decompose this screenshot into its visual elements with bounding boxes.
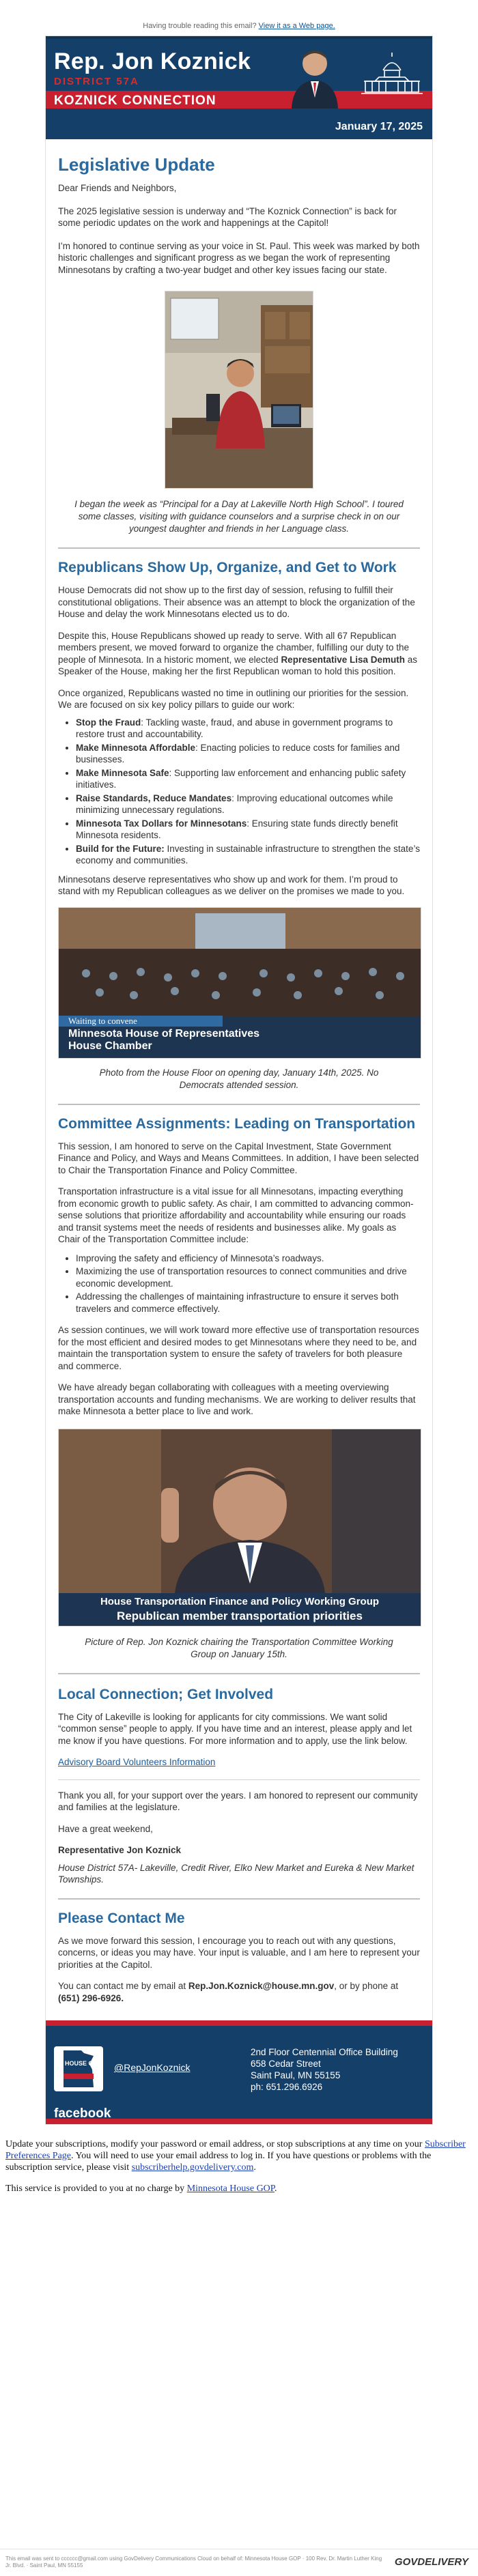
subscription-text: Update your subscriptions, modify your password or email address, or stop subscriptions at any time on your [5,2139,425,2149]
republicans-paragraph-2 [58,630,420,678]
pillar-desc: : Tackling waste, fraud, and abuse in government programs to restore trust and accountability. [76,717,393,739]
republicans-paragraph-3: Once organized, Republicans wasted no time in outlining our priorities for the session. We are focused on six key policy pillars to guide our work: [58,687,409,710]
office-address [251,2046,398,2093]
district-description: House District 57A- Lakeville, Credit River, Elko New Market and Eureka & New Market Townships. [58,1862,414,1885]
govdelivery-footer [0,2549,478,2576]
committee-paragraph-1: This session, I am honored to serve on the Capital Investment, State Government Finance and Policy, and Ways and Means Committees. In addition, I have been selected to Chair the Transportation Finance and Policy Committee. [58,1141,419,1175]
service-text: . [275,2184,277,2194]
pillar-name: Make Minnesota Safe [76,767,169,778]
committee-heading: Committee Assignments: Leading on Transportation [58,1115,416,1132]
newsletter-container [45,35,433,2125]
advisory-board-link[interactable]: Advisory Board Volunteers Information [58,1757,216,1767]
logo-text: HOUSE GOP [65,2060,102,2067]
committee-banner-line-2: Republican member transportation priorities [117,1609,363,1622]
committee-photo-caption: Picture of Rep. Jon Koznick chairing the Transportation Committee Working Group on January 15th. [85,1636,393,1659]
masthead-name: Rep. Jon Koznick [54,48,251,74]
subscription-text: . [253,2162,256,2173]
masthead-banner [46,36,432,139]
principal-photo-caption: I began the week as “Principal for a Day at Lakeville North High School”. I toured some classes, visiting with guidance counselors and a surprise check in on our youngest daughter and friends in her Language class. [74,499,404,534]
subscription-paragraph [5,2138,473,2173]
transportation-committee-photo [58,1429,421,1627]
committee-banner-line-1: House Transportation Finance and Policy Working Group [100,1595,380,1607]
speaker-name: Representative Lisa Demuth [281,654,405,665]
republicans-paragraph-2-end: as Speaker of the House, making her the first Republican woman to hold this position. [58,654,418,676]
pillar-desc: Investing in sustainable infrastructure to strengthen the state’s economy and communities. [76,843,420,865]
chamber-banner-line-2: House Chamber [68,1040,152,1052]
principal-for-a-day-photo [165,291,313,489]
top-notice-text: Having trouble reading this email? [143,22,257,30]
list-item: • Maximizing the use of transportation resources to connect communities and drive economic development. [76,1265,420,1289]
top-notice [0,0,478,35]
transportation-goals-list [58,1253,420,1315]
legislative-paragraph-1: The 2025 legislative session is underway and “The Koznick Connection” is back for some periodic updates on the work and happenings at the Capitol! [58,205,397,228]
govdelivery-logo[interactable]: GOVDELIVERY [394,2556,468,2568]
sent-to-notice: This email was sent to cccccc@gmail.com using GovDelivery Communications Cloud on behalf of: Minnesota House GOP · 100 Rev. Dr. Martin Luther King Jr. Blvd. · Saint Paul, MN 55155 [5,2556,382,2568]
subscriber-preferences-link[interactable]: Subscriber Preferences Page [5,2139,466,2161]
section-divider [58,1898,420,1900]
signature-name: Representative Jon Koznick [58,1845,182,1855]
pillar-name: Build for the Future: [76,843,165,854]
list-item [76,792,420,816]
pillar-desc: : Enacting policies to reduce costs for families and businesses. [76,742,400,764]
thank-you-paragraph: Thank you all, for your support over the years. I am honored to represent our community and families at the legislature. [58,1790,418,1812]
chamber-banner-line-1: Minnesota House of Representatives [68,1027,260,1040]
pillar-desc: : Ensuring state funds directly benefit Minnesota residents. [76,818,398,840]
service-paragraph [5,2183,473,2194]
pillar-name: Minnesota Tax Dollars for Minnesotans [76,818,247,829]
capitol-building-icon [358,50,425,98]
contact-text-mid: , or by phone at [334,1981,399,1991]
contact-email[interactable]: Rep.Jon.Koznick@house.mn.gov [188,1981,335,1991]
legislative-paragraph-2: I’m honored to continue serving as your voice in St. Paul. This week was marked by both historic challenges and significant progress as we began the work of representing Minnesotans by crafting a two-year budget and other key issues facing our state. [58,240,420,275]
section-divider [58,1104,420,1105]
republicans-paragraph-2-start: Despite this, House Republicans showed up ready to serve. With all 67 Republican members present, we moved forward to organize the chamber, fulfilling our duty to the people of Minnesota. In a historic moment, we elected [58,630,410,665]
pillar-name: Stop the Fraud [76,717,141,728]
minnesota-house-gop-link[interactable]: Minnesota House GOP [186,2184,275,2194]
footer-contact-box [46,2020,432,2124]
section-divider [58,1779,420,1780]
weekend-greeting: Have a great weekend, [58,1823,153,1834]
facebook-link[interactable]: facebook [54,2106,111,2121]
list-item: • Improving the safety and efficiency of Minnesota’s roadways. [76,1253,420,1265]
contact-text-start: You can contact me by email at [58,1981,188,1991]
address-line: Saint Paul, MN 55155 [251,2070,341,2080]
pillar-desc: : Improving educational outcomes while minimizing unnecessary regulations. [76,792,393,815]
office-scene-illustration [165,291,313,489]
house-gop-logo[interactable] [54,2046,103,2091]
minnesota-state-icon [54,2046,103,2091]
section-divider [58,1673,420,1674]
pillar-name: Make Minnesota Affordable [76,742,196,753]
issue-date: January 17, 2025 [335,121,423,132]
republicans-heading: Republicans Show Up, Organize, and Get to Work [58,560,397,575]
contact-paragraph-2 [58,1980,420,2004]
legislative-update-heading: Legislative Update [58,154,215,175]
chamber-photo-caption: Photo from the House Floor on opening day, January 14th, 2025. No Democrats attended session. [99,1067,379,1090]
list-item [76,818,420,842]
committee-paragraph-2: Transportation infrastructure is a vital issue for all Minnesotans, impacting everything from economic growth to public safety. As chair, I am committed to advancing common-sense solutions that prioritize affordability and accountability while ensuring our roads and transit systems meet the needs of residents and businesses alike. My goals as Chair of the Transportation Committee include: [58,1186,414,1244]
service-text: This service is provided to you at no charge by [5,2184,187,2194]
representative-portrait [286,43,343,109]
list-item [76,843,420,867]
address-line: 658 Cedar Street [251,2059,321,2069]
local-connection-heading: Local Connection; Get Involved [58,1686,274,1702]
republicans-paragraph-1: House Democrats did not show up to the first day of session, refusing to fulfill their constitutional obligations. Their absence was an attempt to block the organization of the House and delay the work Minnesotans elected us to do. [58,585,415,619]
pillar-name: Raise Standards, Reduce Mandates [76,792,232,803]
contact-heading: Please Contact Me [58,1910,185,1926]
contact-phone: (651) 296-6926. [58,1992,124,2003]
committee-paragraph-4: We have already began collaborating with colleagues with a meeting overviewing transportation accounts and funding mechanisms. We are working to deliver results that make Minnesota a better place to live and work. [58,1382,416,1416]
view-web-page-link[interactable]: View it as a Web page. [258,22,335,30]
house-chamber-photo [58,907,421,1059]
section-divider [58,547,420,549]
contact-paragraph-1: As we move forward this session, I encourage you to reach out with any questions, concerns, or ideas you may have. Your input is valuable, and I am here to represent your priorities at the Capitol. [58,1935,420,1970]
greeting: Dear Friends and Neighbors, [58,183,177,193]
newsletter-body [46,139,432,2020]
committee-paragraph-3: As session continues, we will work toward more effective use of transportation resources for the most efficient and desired modes to get Minnesotans where they need to be, and maintain the transportation system to ensure the safety of travelers for both pleasure and commerce. [58,1325,419,1371]
masthead-newsletter-title: KOZNICK CONNECTION [54,94,216,108]
masthead-district: DISTRICT 57A [54,76,139,87]
social-handle-link[interactable]: @RepJonKoznick [114,2062,191,2073]
policy-pillars-list [58,717,420,867]
list-item [76,717,420,741]
chamber-banner-small: Waiting to convene [68,1015,137,1026]
subscription-notice [0,2125,478,2194]
list-item: • Addressing the challenges of maintaining infrastructure to ensure it serves both travelers and commerce effectively. [76,1291,420,1315]
pillar-desc: : Supporting law enforcement and enhancing public safety initiatives. [76,767,406,790]
list-item [76,742,420,766]
list-item [76,767,420,791]
republicans-paragraph-4: Minnesotans deserve representatives who show up and work for them. I’m proud to stand with my Republican colleagues as we deliver on the promises we made to you. [58,874,405,896]
local-paragraph-1: The City of Lakeville is looking for applicants for city commissions. We want solid “common sense” people to apply. If you have time and an interest, please apply and let me know if you have questions. For more information and to apply, use the link below. [58,1711,412,1746]
spacer [58,2004,420,2020]
address-line: 2nd Floor Centennial Office Building [251,2047,398,2057]
subscription-text: . You will need to use your email address to log in. If you have questions or problems with the subscription service, please visit [5,2151,432,2173]
subscriber-help-link[interactable]: subscriberhelp.govdelivery.com [131,2162,254,2173]
address-line: ph: 651.296.6926 [251,2082,323,2092]
